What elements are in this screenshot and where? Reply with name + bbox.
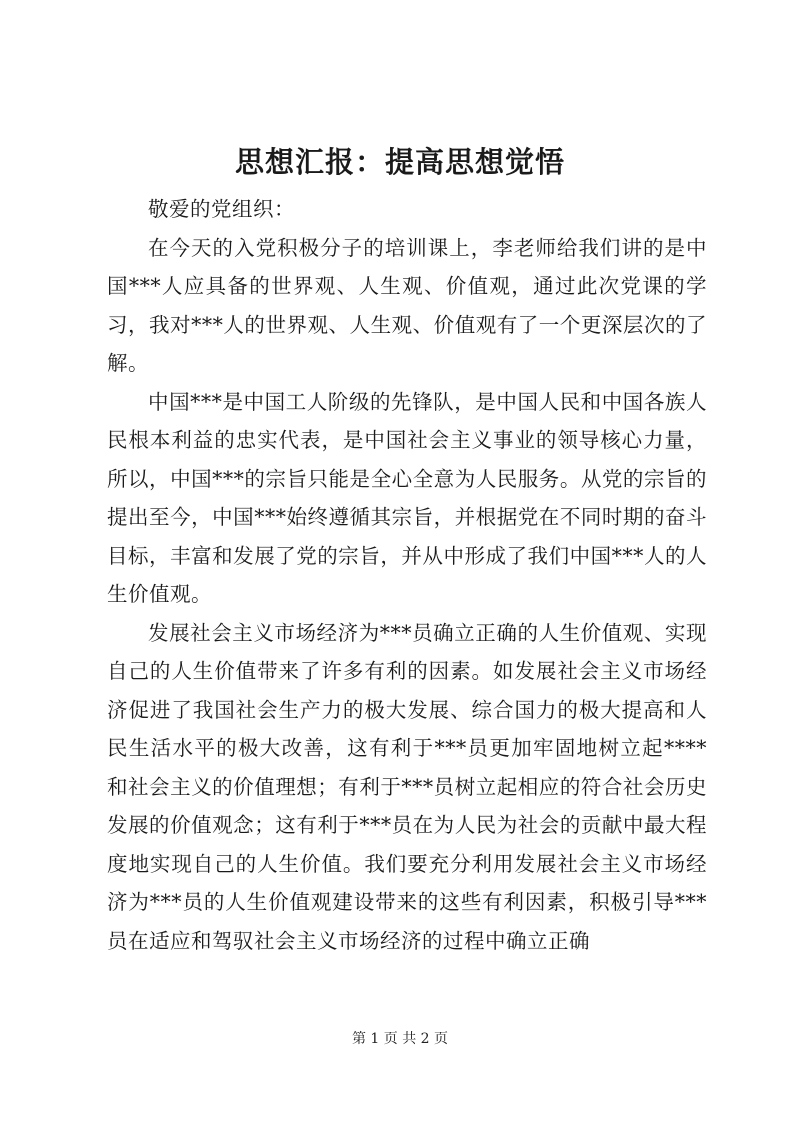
page-number-footer: 第 1 页 共 2 页: [351, 1031, 449, 1047]
body-paragraph-1: 在今天的入党积极分子的培训课上，李老师给我们讲的是中国***人应具备的世界观、人生观、价值观，通过此次党课的学习，我对***人的世界观、人生观、价值观有了一个更深层次的了解。: [107, 235, 707, 375]
body-paragraph-3: 发展社会主义市场经济为***员确立正确的人生价值观、实现自己的人生价值带来了许多有利的因素。如发展社会主义市场经济促进了我国社会生产力的极大发展、综合国力的极大提高和人民生活水平的极大改善，这有利于***员更加牢固地树立起****和社会主义的价值理想；有利于***员树立起相应的符合社会历史发展的价值观念；这有利于***员在为人民为社会的贡献中最大程度地实现自己的人生价值。我们要充分利用发展社会主义市场经济为***员的人生价值观建设带来的这些有利因素，积极引导***员在适应和驾驭社会主义市场经济的过程中确立正确: [107, 620, 707, 953]
document-body: [107, 190, 707, 960]
salutation: 敬爱的党组织：: [148, 197, 295, 221]
body-paragraph-2: 中国***是中国工人阶级的先锋队，是中国人民和中国各族人民根本利益的忠实代表，是中国社会主义事业的领导核心力量，所以，中国***的宗旨只能是全心全意为人民服务。从党的宗旨的提出至今，中国***始终遵循其宗旨，并根据党在不同时期的奋斗目标，丰富和发展了党的宗旨，并从中形成了我们中国***人的人生价值观。: [107, 389, 707, 606]
document-title: 思想汇报：提高思想觉悟: [234, 145, 565, 179]
